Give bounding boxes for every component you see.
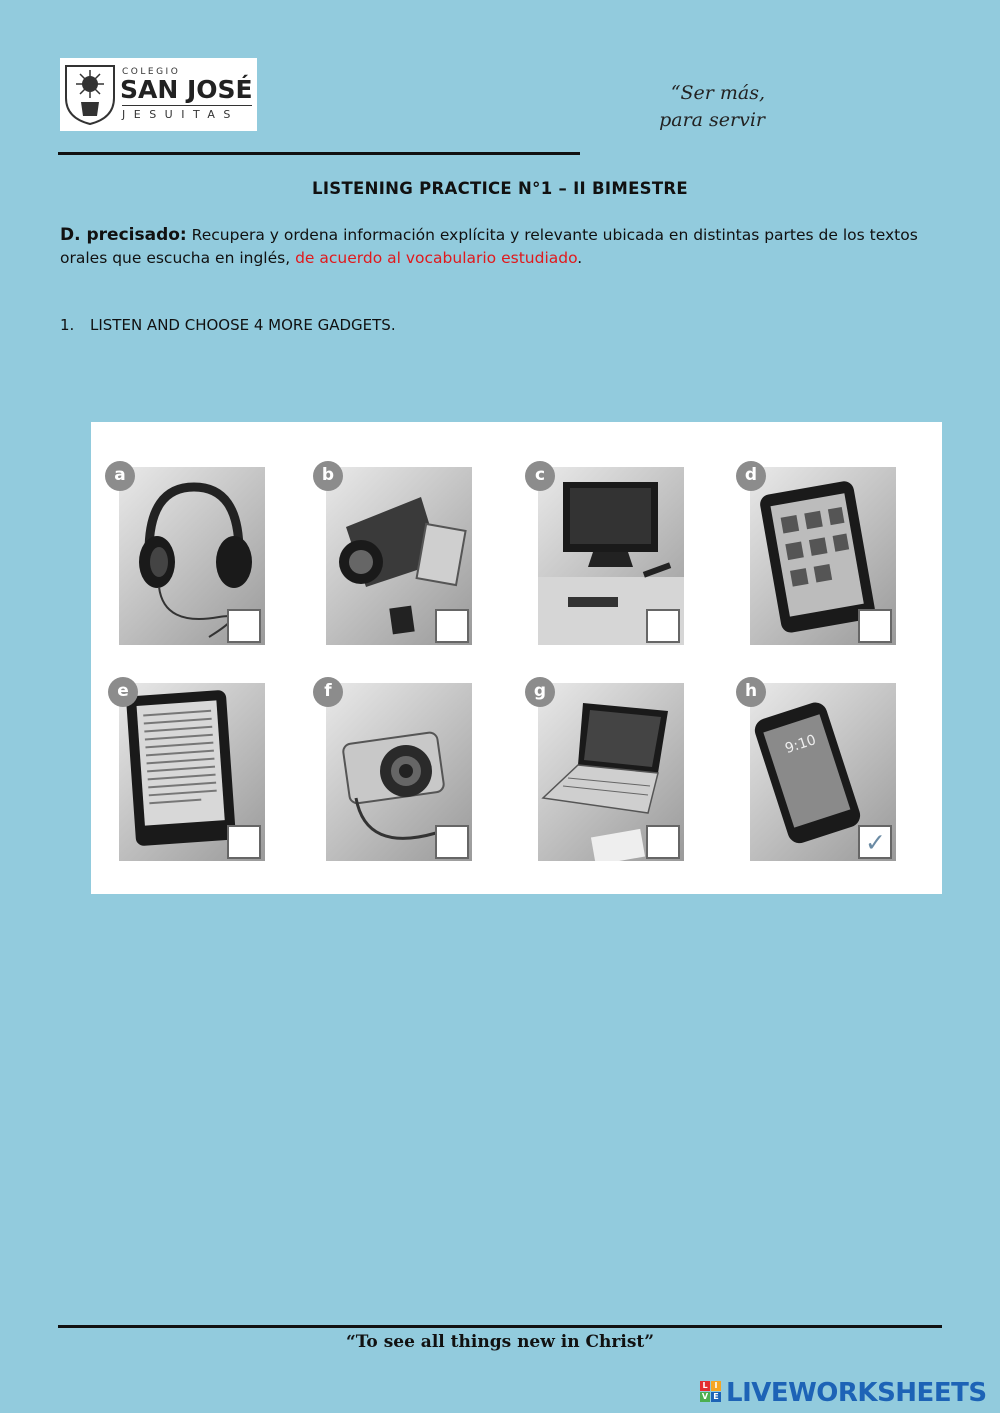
gadget-e-letter: e (108, 677, 138, 707)
description-highlight: de acuerdo al vocabulario estudiado (295, 249, 578, 267)
gadget-e-checkbox[interactable] (227, 825, 261, 859)
gadget-g-letter: g (525, 677, 555, 707)
gadget-d-letter: d (736, 461, 766, 491)
gadget-h-letter: h (736, 677, 766, 707)
gadget-c-letter: c (525, 461, 555, 491)
description-label: D. precisado: (60, 225, 187, 245)
gadget-d-checkbox[interactable] (858, 609, 892, 643)
gadget-a-letter: a (105, 461, 135, 491)
description-end: . (577, 249, 583, 267)
header-divider (58, 152, 580, 155)
gadget-a-checkbox[interactable] (227, 609, 261, 643)
school-crest-icon (63, 62, 117, 126)
question-text: LISTEN AND CHOOSE 4 MORE GADGETS. (90, 316, 396, 334)
motto-line-1: “Ser más, (670, 82, 765, 104)
gadget-b-letter: b (313, 461, 343, 491)
logo-school-name: SAN JOSÉ (120, 75, 253, 104)
logo-jesuitas-text: JESUITAS (122, 108, 239, 121)
logo-square-orange: I (711, 1381, 721, 1391)
motto (640, 80, 765, 134)
footer-divider (58, 1325, 942, 1328)
logo-square-red: L (700, 1381, 710, 1391)
school-logo (60, 58, 257, 131)
description-text: Recupera y ordena información explícita y relevante ubicada en distintas partes de los textos orales que escucha en inglés, (60, 226, 918, 267)
gadgets-panel (91, 422, 942, 894)
logo-square-blue: E (711, 1392, 721, 1402)
question-number: 1. (60, 316, 75, 334)
page-title: LISTENING PRACTICE N°1 – II BIMESTRE (312, 179, 688, 198)
footer-quote: “To see all things new in Christ” (345, 1332, 655, 1352)
logo-divider (122, 105, 252, 106)
logo-colegio-text: COLEGIO (122, 67, 181, 77)
gadget-f-letter: f (313, 677, 343, 707)
liveworksheets-brand: LIVEWORKSHEETS (726, 1378, 987, 1408)
checkmark-icon: ✓ (865, 828, 886, 857)
motto-line-2: para servir (659, 109, 765, 131)
gadget-c-checkbox[interactable] (646, 609, 680, 643)
question-1 (60, 316, 396, 334)
gadget-h-checkbox[interactable] (858, 825, 892, 859)
gadget-g-checkbox[interactable] (646, 825, 680, 859)
description (60, 224, 950, 270)
gadget-f-checkbox[interactable] (435, 825, 469, 859)
gadget-b-checkbox[interactable] (435, 609, 469, 643)
phone-screen-time: 9:10 (783, 732, 819, 758)
logo-square-green: V (701, 1392, 709, 1401)
